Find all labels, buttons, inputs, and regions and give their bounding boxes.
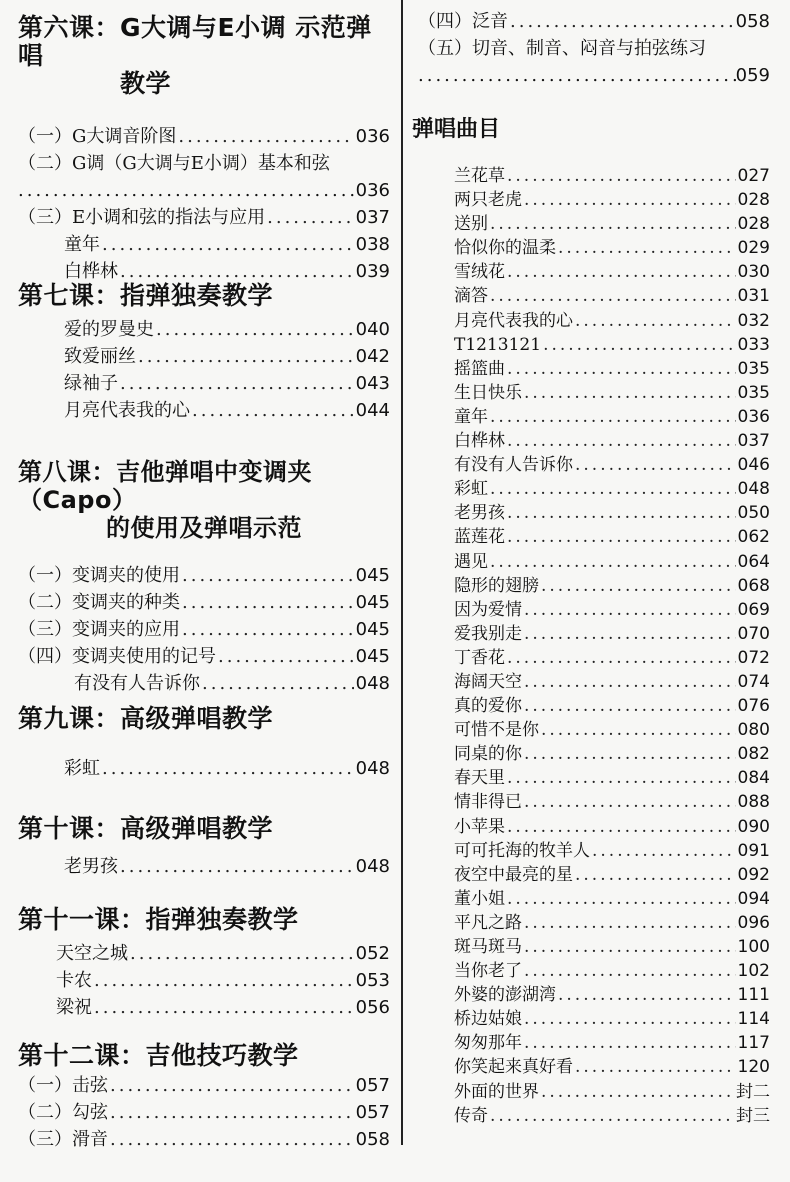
song-entry[interactable]	[454, 983, 770, 1007]
song-title: 童年	[454, 406, 488, 427]
toc-entry-label: 彩虹	[64, 758, 100, 779]
song-page-number: 096	[737, 912, 770, 933]
toc-page-number: 043	[355, 373, 390, 394]
song-entry[interactable]	[454, 309, 770, 333]
song-page-number: 084	[737, 768, 770, 789]
song-entry[interactable]	[454, 164, 770, 188]
dot-leader	[418, 62, 736, 89]
song-title: 生日快乐	[454, 382, 522, 403]
song-page-number: 027	[737, 166, 770, 186]
toc-entry[interactable]	[18, 123, 390, 150]
song-page-number: 076	[737, 696, 770, 717]
toc-entry[interactable]	[18, 853, 390, 880]
song-title: 情非得已	[454, 792, 522, 813]
song-entry[interactable]	[454, 911, 770, 935]
song-page-number: 035	[737, 358, 770, 379]
song-entry[interactable]	[454, 766, 770, 790]
lesson-8-title	[18, 458, 390, 542]
dot-leader	[524, 381, 736, 405]
song-entry[interactable]	[454, 622, 770, 646]
dot-leader	[558, 236, 736, 260]
lesson-11-section	[18, 906, 390, 1021]
lesson-9-title: 第九课：高级弹唱教学	[18, 704, 274, 733]
dot-leader	[490, 405, 736, 429]
song-page-number: 069	[737, 599, 770, 620]
dot-leader	[507, 525, 736, 549]
lesson-8-section	[18, 458, 390, 697]
toc-entry-label: 月亮代表我的心	[64, 400, 190, 421]
toc-entry-label: 爱的罗曼史	[64, 319, 154, 340]
dot-leader	[182, 589, 354, 616]
song-page-number: 090	[737, 816, 770, 837]
song-entry[interactable]	[454, 1104, 770, 1128]
song-title: 兰花草	[454, 166, 505, 186]
song-page-number: 094	[737, 888, 770, 909]
toc-entry-label[interactable]: （五）切音、制音、闷音与拍弦练习	[418, 38, 706, 59]
song-entry[interactable]	[454, 887, 770, 911]
dot-leader	[110, 1099, 354, 1126]
song-entry[interactable]	[454, 574, 770, 598]
song-title: 可可托海的牧羊人	[454, 840, 590, 861]
song-page-number: 100	[737, 937, 770, 957]
toc-page-number: 052	[355, 943, 390, 964]
song-page-number: 028	[737, 190, 770, 211]
toc-page-number: 044	[355, 400, 390, 421]
toc-page-number: 057	[355, 1102, 390, 1123]
toc-entry-label: 老男孩	[64, 856, 118, 877]
song-entry[interactable]	[454, 863, 770, 887]
toc-page-number: 059	[735, 65, 770, 86]
song-page-number: 封三	[736, 1105, 770, 1126]
song-entry[interactable]	[454, 815, 770, 839]
song-entry[interactable]	[454, 477, 770, 501]
song-title: 平凡之路	[454, 912, 522, 933]
lesson-9-section	[18, 705, 390, 782]
song-entry[interactable]	[454, 1031, 770, 1055]
dot-leader	[541, 1080, 734, 1104]
toc-entry[interactable]	[18, 562, 390, 589]
dot-leader	[182, 616, 354, 643]
song-entry[interactable]	[454, 598, 770, 622]
dot-leader	[110, 1126, 354, 1153]
toc-entry-label[interactable]: （二）G调（G大调与E小调）基本和弦	[18, 153, 330, 174]
dot-leader	[524, 1031, 736, 1055]
dot-leader	[192, 397, 354, 424]
song-title: 因为爱情	[454, 599, 522, 620]
song-title: 摇篮曲	[454, 358, 505, 379]
toc-page-number: 040	[355, 319, 390, 340]
dot-leader	[541, 718, 736, 742]
toc-page-number: 056	[355, 997, 390, 1018]
song-title: 蓝莲花	[454, 527, 505, 548]
song-title: 桥边姑娘	[454, 1009, 522, 1030]
toc-entry-label: （四）泛音	[418, 11, 508, 32]
toc-entry-label: （二）勾弦	[18, 1102, 108, 1123]
song-entry[interactable]	[454, 453, 770, 477]
lesson-10-title: 第十课：高级弹唱教学	[18, 814, 274, 843]
dot-leader	[524, 670, 736, 694]
dot-leader	[524, 742, 736, 766]
song-title: 当你老了	[454, 961, 522, 982]
toc-entry-label: 童年	[64, 234, 100, 255]
song-title: 董小姐	[454, 888, 505, 909]
song-page-number: 035	[737, 382, 770, 403]
song-title: 白桦林	[454, 431, 505, 452]
dot-leader	[524, 935, 736, 959]
toc-page-number: 045	[355, 565, 390, 586]
toc-entry-label: （一）G大调音阶图	[18, 126, 177, 147]
song-title: 送别	[454, 214, 488, 235]
song-page-number: 092	[737, 864, 770, 885]
song-page-number: 028	[737, 214, 770, 235]
lesson-8-title-line2: 的使用及弹唱示范	[106, 514, 302, 542]
song-title: 雪绒花	[454, 262, 505, 283]
song-title: 外面的世界	[454, 1081, 539, 1102]
dot-leader	[592, 839, 736, 863]
toc-page-number: 057	[355, 1075, 390, 1096]
dot-leader	[507, 357, 736, 381]
song-entry[interactable]	[454, 236, 770, 260]
song-title: 滴答	[454, 286, 488, 307]
toc-page-number: 058	[735, 11, 770, 32]
dot-leader	[507, 164, 736, 188]
dot-leader	[507, 646, 736, 670]
toc-page-number: 039	[355, 261, 390, 282]
dot-leader	[524, 1007, 736, 1031]
toc-entry[interactable]	[18, 370, 390, 397]
dot-leader	[490, 550, 736, 574]
song-entry[interactable]	[454, 790, 770, 814]
toc-entry-label: （一）击弦	[18, 1075, 108, 1096]
lesson-7-title: 第七课：指弹独奏教学	[18, 281, 274, 310]
song-entry[interactable]	[454, 381, 770, 405]
song-title: 外婆的澎湖湾	[454, 985, 556, 1006]
dot-leader	[524, 188, 736, 212]
toc-entry-label: 致爱丽丝	[64, 346, 136, 367]
toc-page-number: 053	[355, 970, 390, 991]
dot-leader	[102, 755, 354, 782]
song-page-number: 033	[737, 334, 770, 355]
dot-leader	[490, 1104, 734, 1128]
song-title: 夜空中最亮的星	[454, 864, 573, 885]
toc-entry[interactable]	[18, 589, 390, 616]
dot-leader	[490, 477, 736, 501]
song-entry[interactable]	[454, 333, 770, 357]
toc-page-number: 037	[355, 207, 390, 228]
dot-leader	[94, 967, 354, 994]
song-page-number: 070	[737, 623, 770, 644]
song-entry[interactable]	[454, 670, 770, 694]
dot-leader	[524, 911, 736, 935]
dot-leader	[575, 309, 736, 333]
song-page-number: 036	[737, 406, 770, 427]
lesson-6-title	[18, 14, 390, 98]
song-page-number: 117	[737, 1033, 770, 1054]
toc-entry-label: （三）滑音	[18, 1129, 108, 1150]
dot-leader	[507, 501, 736, 525]
dot-leader	[267, 204, 354, 231]
lesson-12-title: 第十二课：吉他技巧教学	[18, 1041, 299, 1070]
lesson-6-title-line2: 教学	[120, 69, 172, 98]
song-title: 小苹果	[454, 816, 505, 837]
toc-entry-label: （三）变调夹的应用	[18, 619, 180, 640]
lesson-6-section	[18, 14, 390, 285]
song-page-number: 074	[737, 671, 770, 692]
dot-leader	[543, 333, 735, 357]
song-entry[interactable]	[454, 694, 770, 718]
song-entry[interactable]	[454, 212, 770, 236]
song-page-number: 120	[737, 1057, 770, 1078]
toc-entry-label: 梁祝	[56, 997, 92, 1018]
song-entry[interactable]	[454, 839, 770, 863]
song-title: 海阔天空	[454, 671, 522, 692]
song-page-number: 072	[737, 647, 770, 668]
dot-leader	[524, 694, 736, 718]
song-page-number: 088	[737, 792, 770, 813]
toc-entry-label: 卡农	[56, 970, 92, 991]
toc-entry[interactable]	[18, 940, 390, 967]
song-title: 真的爱你	[454, 696, 522, 717]
toc-page-number: 058	[355, 1129, 390, 1150]
toc-page-number: 036	[355, 126, 390, 147]
dot-leader	[156, 316, 354, 343]
song-entry[interactable]	[454, 525, 770, 549]
songs-list	[418, 164, 770, 1128]
song-entry[interactable]	[454, 260, 770, 284]
toc-entry[interactable]	[418, 62, 770, 89]
dot-leader	[218, 643, 354, 670]
dot-leader	[120, 853, 354, 880]
song-title: 有没有人告诉你	[454, 455, 573, 476]
song-entry[interactable]	[454, 935, 770, 959]
dot-leader	[524, 959, 736, 983]
toc-entry-label: 白桦林	[64, 261, 118, 282]
song-title: 遇见	[454, 551, 488, 572]
dot-leader	[558, 983, 736, 1007]
song-title: T1213121	[454, 334, 542, 355]
song-page-number: 029	[737, 238, 770, 259]
toc-page-number: 048	[355, 673, 390, 694]
toc-entry[interactable]	[18, 1126, 390, 1153]
song-title: 两只老虎	[454, 190, 522, 211]
song-entry[interactable]	[454, 284, 770, 308]
song-entry[interactable]	[454, 718, 770, 742]
song-page-number: 046	[737, 455, 770, 476]
dot-leader	[524, 622, 736, 646]
lesson-11-title: 第十一课：指弹独奏教学	[18, 905, 299, 934]
column-divider	[401, 0, 403, 1145]
dot-leader	[575, 1055, 736, 1079]
song-page-number: 031	[737, 286, 770, 307]
toc-entry-label: 有没有人告诉你	[74, 673, 200, 694]
dot-leader	[507, 429, 736, 453]
toc-entry-label: （二）变调夹的种类	[18, 592, 180, 613]
toc-entry[interactable]	[18, 967, 390, 994]
song-title: 月亮代表我的心	[454, 310, 573, 331]
song-title: 传奇	[454, 1105, 488, 1126]
toc-entry[interactable]	[418, 8, 770, 35]
lesson-7-section	[18, 282, 390, 424]
dot-leader	[18, 177, 356, 204]
toc-entry-label: （四）变调夹使用的记号	[18, 646, 216, 667]
song-title: 隐形的翅膀	[454, 575, 539, 596]
song-page-number: 050	[737, 503, 770, 524]
song-page-number: 068	[737, 575, 770, 596]
toc-entry[interactable]	[18, 343, 390, 370]
toc-entry-label: （一）变调夹的使用	[18, 565, 180, 586]
song-page-number: 037	[737, 431, 770, 452]
dot-leader	[138, 343, 354, 370]
toc-entry[interactable]	[18, 755, 390, 782]
lesson-12-continued	[418, 8, 770, 89]
dot-leader	[507, 260, 736, 284]
dot-leader	[110, 1072, 354, 1099]
song-title: 丁香花	[454, 647, 505, 668]
toc-entry-label: 天空之城	[56, 943, 128, 964]
song-page-number: 111	[737, 985, 770, 1006]
song-page-number: 082	[737, 744, 770, 765]
song-entry[interactable]	[454, 1007, 770, 1031]
dot-leader	[202, 670, 354, 697]
dot-leader	[120, 370, 354, 397]
toc-entry[interactable]	[18, 397, 390, 424]
song-entry[interactable]	[454, 742, 770, 766]
dot-leader	[490, 284, 736, 308]
song-page-number: 091	[737, 840, 770, 861]
song-page-number: 080	[737, 720, 770, 741]
toc-entry-label: （三）E小调和弦的指法与应用	[18, 207, 266, 228]
song-title: 老男孩	[454, 503, 505, 524]
song-entry[interactable]	[454, 429, 770, 453]
dot-leader	[182, 562, 354, 589]
toc-entry[interactable]	[18, 231, 390, 258]
lesson-10-section	[18, 815, 390, 880]
dot-leader	[524, 790, 736, 814]
dot-leader	[575, 453, 736, 477]
toc-page-number: 045	[355, 646, 390, 667]
toc-entry-label: 绿袖子	[64, 373, 118, 394]
song-entry[interactable]	[454, 959, 770, 983]
toc-page-number: 042	[355, 346, 390, 367]
dot-leader	[507, 887, 736, 911]
song-title: 恰似你的温柔	[454, 238, 556, 259]
toc-page-number: 045	[355, 592, 390, 613]
toc-entry[interactable]	[18, 616, 390, 643]
song-entry[interactable]	[454, 1080, 770, 1104]
song-page-number: 114	[737, 1009, 770, 1030]
song-page-number: 064	[737, 551, 770, 572]
song-page-number: 048	[737, 479, 770, 500]
lesson-12-section	[18, 1042, 390, 1153]
toc-page-number: 036	[355, 180, 390, 201]
song-entry[interactable]	[454, 357, 770, 381]
toc-entry[interactable]	[18, 204, 390, 231]
toc-entry[interactable]	[18, 643, 390, 670]
song-title: 同桌的你	[454, 744, 522, 765]
song-entry[interactable]	[454, 1055, 770, 1079]
song-page-number: 封二	[736, 1081, 770, 1102]
dot-leader	[507, 815, 736, 839]
song-title: 斑马斑马	[454, 937, 522, 957]
song-entry[interactable]	[454, 646, 770, 670]
toc-entry[interactable]	[18, 1072, 390, 1099]
dot-leader	[524, 598, 736, 622]
dot-leader	[510, 8, 734, 35]
toc-entry[interactable]	[18, 1099, 390, 1126]
dot-leader	[178, 123, 353, 150]
dot-leader	[102, 231, 354, 258]
lesson-8-title-line1: 第八课：吉他弹唱中变调夹（Capo）	[18, 458, 312, 514]
song-entry[interactable]	[454, 550, 770, 574]
song-entry[interactable]	[454, 501, 770, 525]
toc-entry[interactable]	[18, 994, 390, 1021]
song-entry[interactable]	[454, 188, 770, 212]
song-title: 爱我别走	[454, 623, 522, 644]
dot-leader	[94, 994, 354, 1021]
song-title: 可惜不是你	[454, 720, 539, 741]
song-title: 你笑起来真好看	[454, 1057, 573, 1078]
dot-leader	[575, 863, 736, 887]
dot-leader	[130, 940, 354, 967]
song-title: 匆匆那年	[454, 1033, 522, 1054]
toc-entry[interactable]	[18, 670, 390, 697]
song-title: 春天里	[454, 768, 505, 789]
toc-page-number: 048	[355, 758, 390, 779]
song-title: 彩虹	[454, 479, 488, 500]
song-entry[interactable]	[454, 405, 770, 429]
toc-page-number: 048	[355, 856, 390, 877]
song-page-number: 062	[737, 527, 770, 548]
lesson-6-title-line1: 第六课：G大调与E小调 示范弹唱	[18, 13, 372, 70]
song-page-number: 032	[737, 310, 770, 331]
song-page-number: 102	[737, 961, 770, 982]
dot-leader	[541, 574, 736, 598]
song-page-number: 030	[737, 262, 770, 283]
toc-entry[interactable]	[18, 177, 390, 204]
dot-leader	[490, 212, 736, 236]
dot-leader	[507, 766, 736, 790]
songs-section-title: 弹唱曲目	[412, 117, 501, 142]
toc-page-number: 045	[355, 619, 390, 640]
toc-page-number: 038	[355, 234, 390, 255]
toc-entry[interactable]	[18, 316, 390, 343]
